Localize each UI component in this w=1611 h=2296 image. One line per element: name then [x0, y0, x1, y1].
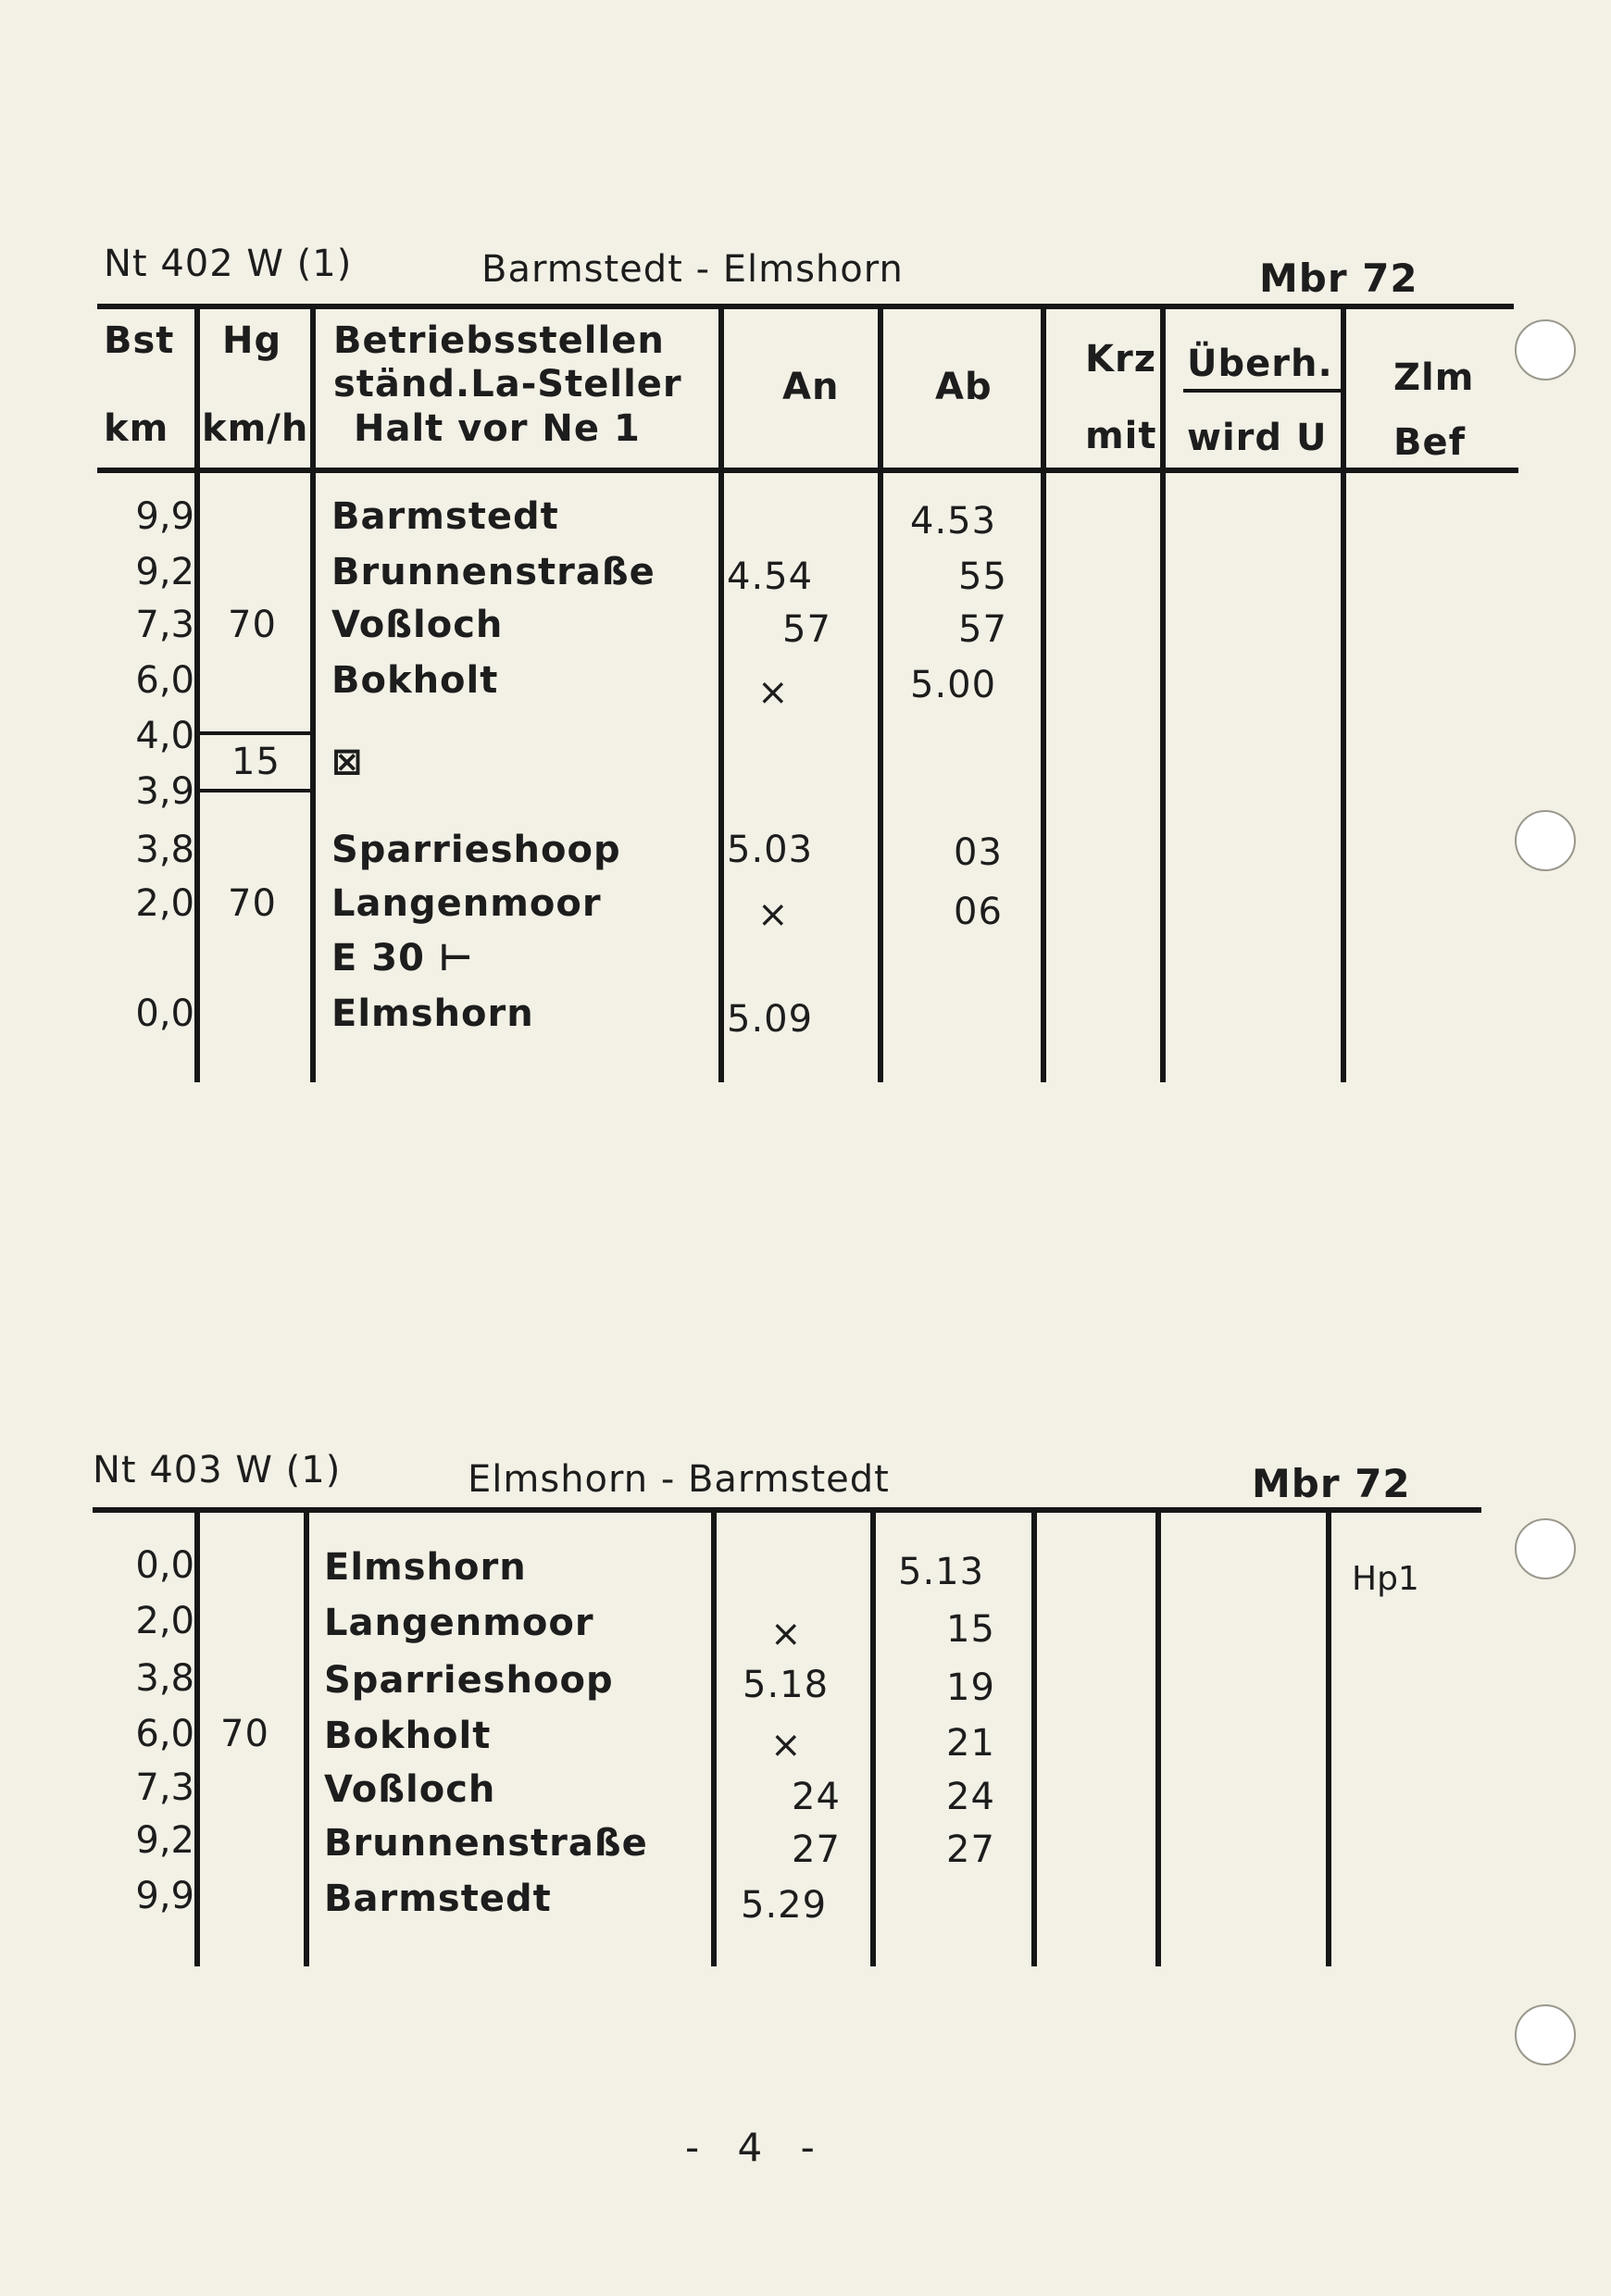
km-cell: 0,0	[135, 1544, 194, 1587]
hg-cell: 70	[228, 882, 277, 925]
km-cell: 3,8	[135, 829, 194, 871]
station-name: Bokholt	[324, 1715, 492, 1757]
ab-cell: 5.00	[910, 664, 997, 706]
ab-cell: 5.13	[898, 1551, 985, 1593]
km-cell: 7,3	[135, 604, 194, 646]
punch-hole	[1515, 810, 1576, 871]
header-bst: Bst	[104, 319, 175, 362]
hg-cell: 70	[228, 604, 277, 646]
header-halt: Halt vor Ne 1	[354, 407, 641, 450]
punch-hole	[1515, 319, 1576, 381]
ab-cell: 03	[954, 831, 1003, 874]
ab-cell: 06	[954, 891, 1003, 933]
ab-cell: 57	[958, 608, 1007, 651]
an-cell: ×	[770, 1613, 803, 1655]
ab-cell: 55	[958, 555, 1007, 598]
page-number: - 4 -	[685, 2125, 828, 2170]
km-cell: 0,0	[135, 992, 194, 1035]
an-cell: 5.18	[743, 1664, 830, 1706]
km-cell: 7,3	[135, 1766, 194, 1809]
signal-note: E 30 ⊢	[331, 937, 474, 980]
km-cell: 6,0	[135, 659, 194, 702]
an-cell: 5.29	[741, 1884, 828, 1927]
header-betriebsstellen: Betriebsstellen	[333, 319, 665, 362]
station-name: Sparrieshoop	[331, 829, 621, 871]
an-cell: ×	[757, 893, 790, 936]
ab-cell: 15	[946, 1608, 995, 1651]
station-name: Langenmoor	[324, 1602, 594, 1644]
header-uberh: Überh.	[1187, 343, 1333, 385]
header-krz: Krz	[1085, 338, 1157, 381]
station-name: Brunnenstraße	[324, 1822, 648, 1865]
ab-cell: 4.53	[910, 500, 997, 543]
route-title: Barmstedt - Elmshorn	[481, 248, 904, 291]
header-hg: Hg	[222, 319, 282, 362]
an-cell: 4.54	[727, 555, 814, 598]
station-name: Barmstedt	[331, 495, 559, 538]
an-cell: 27	[792, 1828, 841, 1871]
header-mit: mit	[1085, 415, 1157, 457]
route-title: Elmshorn - Barmstedt	[468, 1458, 890, 1501]
brake-series: Mbr 72	[1259, 256, 1418, 301]
km-cell: 9,2	[135, 551, 194, 593]
station-name: Barmstedt	[324, 1878, 552, 1920]
an-cell: 24	[792, 1776, 841, 1818]
station-name: Langenmoor	[331, 882, 602, 925]
station-name: Bokholt	[331, 659, 499, 702]
train-number: Nt 403 W (1)	[93, 1449, 342, 1491]
hg-cell: 15	[231, 741, 281, 783]
station-name: Elmshorn	[324, 1546, 527, 1589]
ab-cell: 27	[946, 1828, 995, 1871]
header-wird-u: wird U	[1187, 417, 1328, 459]
brake-series: Mbr 72	[1252, 1461, 1411, 1506]
header-an: An	[782, 366, 840, 408]
an-cell: 5.03	[727, 829, 814, 871]
ab-cell: 24	[946, 1776, 995, 1818]
km-cell: 3,8	[135, 1657, 194, 1700]
ab-cell: 19	[946, 1666, 995, 1709]
header-kmh: km/h	[202, 407, 309, 450]
station-name: Voßloch	[331, 604, 504, 646]
train-number: Nt 402 W (1)	[104, 243, 353, 285]
header-bef: Bef	[1393, 421, 1467, 464]
km-cell: 6,0	[135, 1713, 194, 1755]
km-cell: 2,0	[135, 882, 194, 925]
header-zlm: Zlm	[1393, 356, 1475, 399]
zlm-cell: Hp1	[1352, 1560, 1419, 1598]
ab-cell: 21	[946, 1722, 995, 1765]
station-name: Sparrieshoop	[324, 1659, 614, 1702]
station-name: Voßloch	[324, 1768, 496, 1811]
km-cell: 9,9	[135, 1875, 194, 1917]
km-cell: 9,2	[135, 1819, 194, 1862]
station-symbol-icon: ⊠	[331, 741, 364, 783]
header-ab: Ab	[935, 366, 993, 408]
km-cell: 2,0	[135, 1600, 194, 1642]
an-cell: ×	[770, 1724, 803, 1766]
an-cell: ×	[757, 671, 790, 714]
punch-hole	[1515, 2004, 1576, 2065]
an-cell: 5.09	[727, 998, 814, 1041]
km-cell: 3,9	[135, 770, 194, 813]
station-name: Elmshorn	[331, 992, 534, 1035]
punch-hole	[1515, 1518, 1576, 1579]
header-km: km	[104, 407, 169, 450]
km-cell: 4,0	[135, 715, 194, 757]
station-name: Brunnenstraße	[331, 551, 656, 593]
hg-cell: 70	[220, 1713, 269, 1755]
header-la-steller: ständ.La-Steller	[333, 363, 682, 406]
km-cell: 9,9	[135, 495, 194, 538]
an-cell: 57	[782, 608, 831, 651]
